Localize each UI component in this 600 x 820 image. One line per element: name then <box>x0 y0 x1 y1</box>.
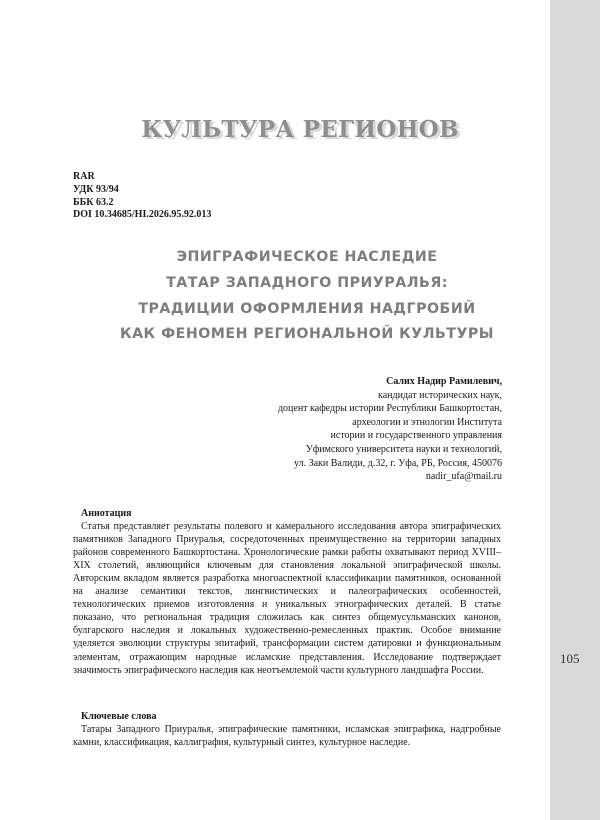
bbk-code: ББК 63.2 <box>73 196 114 208</box>
abstract-heading: Аннотация <box>81 508 132 519</box>
author-affiliation: истории и государственного управления <box>330 430 502 442</box>
article-title-line: КАК ФЕНОМЕН РЕГИОНАЛЬНОЙ КУЛЬТУРЫ <box>119 326 495 343</box>
author-position: доцент кафедры истории Республики Башкортостан, <box>277 403 502 415</box>
author-email: nadir_ufa@mail.ru <box>425 471 502 483</box>
article-title <box>30 245 584 348</box>
author-university: Уфимского университета науки и технологий, <box>305 443 502 455</box>
keywords-text: Татары Западного Приуралья, эпиграфические памятники, исламская эпиграфика, надгробные камни, классификация, каллиграфия, культурный синтез, культурное наследие. <box>73 724 501 749</box>
abstract <box>73 507 501 677</box>
author-degree: кандидат исторических наук, <box>378 389 502 401</box>
keywords <box>73 710 501 749</box>
article-title-line: ТРАДИЦИИ ОФОРМЛЕНИЯ НАДГРОБИЙ <box>138 300 476 317</box>
author-name: Салих Надир Рамилевич, <box>386 376 502 387</box>
page-number: 105 <box>560 651 580 666</box>
rar-code: RAR <box>73 171 95 182</box>
section-title: КУЛЬТУРА РЕГИОНОВ <box>141 116 459 143</box>
author-affiliation: археологии и этнологии Института <box>352 416 502 428</box>
author-address: ул. Заки Валиди, д.32, г. Уфа, РБ, Россия, 450076 <box>294 457 502 469</box>
udk-code: УДК 93/94 <box>73 183 119 195</box>
keywords-heading: Ключевые слова <box>81 711 157 722</box>
article-title-line: ТАТАР ЗАПАДНОГО ПРИУРАЛЬЯ: <box>166 274 448 291</box>
abstract-text: Статья представляет результаты полевого и камерального исследования автора эпиграфических памятников Западного Приуралья, сосредоточенных преимущественно на территории западных районов современного Башкортостана. Хронологические рамки работы охватывают период XVIII–XIX столетий, являющийся ключевым для становления локальной эпиграфической школы. Авторским вкладом является разработка многоаспектной классификации памятников, основанной на анализе семантики текстов, лингвистических и палеографических особенностей, технологических приемов изготовления и уникальных этнографических деталей. В статье показано, что региональная традиция сложилась как синтез общемусульманских канонов, булгарского наследия и локальных художественно-ремесленных практик. Особое внимание уделяется эволюции структуры эпитафий, трансформации систем датировки и функциональным элементам, отражающим народные исламские представления. Исследование подтверждает значимость эпиграфического наследия как неотъемлемой части культурного ландшафта России. <box>73 521 501 676</box>
doi-code: DOI 10.34685/HI.2026.95.92.013 <box>73 209 212 221</box>
classification-codes <box>73 171 373 222</box>
author-block <box>122 375 502 484</box>
article-title-line: ЭПИГРАФИЧЕСКОЕ НАСЛЕДИЕ <box>176 249 438 265</box>
